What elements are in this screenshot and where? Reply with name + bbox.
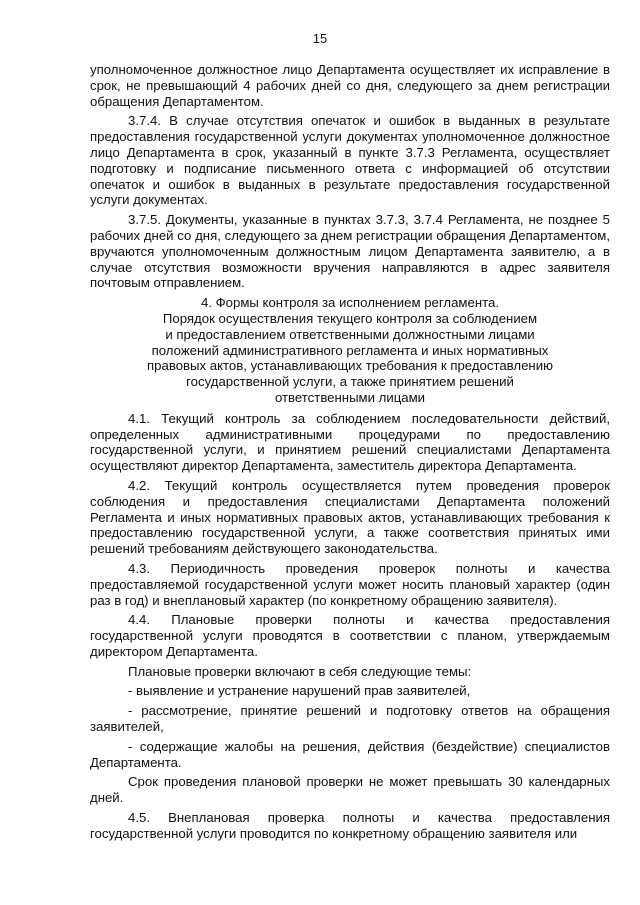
heading-line: и предоставлением ответственными должностными лицами	[165, 326, 535, 342]
list-item-topic: - рассмотрение, принятие решений и подготовку ответов на обращения заявителей,	[90, 703, 610, 735]
paragraph-topics-intro: Плановые проверки включают в себя следующие темы:	[128, 663, 472, 679]
paragraph-4-5: 4.5. Внеплановая проверка полноты и качества предоставления государственной услуги проводится по конкретному обращению заявителя или	[90, 810, 610, 841]
heading-line: государственной услуги, а также принятием решений	[186, 374, 514, 390]
paragraph-3-7-5: 3.7.5. Документы, указанные в пунктах 3.7.3, 3.7.4 Регламента, не позднее 5 рабочих дней со дня, следующего за днем регистрации обращения Департаментом, вручаются уполномоченным должностным лицом Департамента заявителю, а в случае отсутствия возможности вручения направляются в адрес заявителя почтовым отправлением.	[90, 212, 610, 291]
paragraph-check-duration: Срок проведения плановой проверки не может превышать 30 календарных дней.	[90, 774, 610, 806]
heading-line: Порядок осуществления текущего контроля за соблюдением	[162, 310, 538, 326]
paragraph-4-2: 4.2. Текущий контроль осуществляется путем проведения проверок соблюдения и предоставления специалистами Департамента положений Регламента и иных нормативных правовых актов, устанавливающих требования к предоставлению государственной услуги, а также соответствия принятых ими решений требованиям действующего законодательства.	[90, 477, 610, 557]
heading-line: 4. Формы контроля за исполнением регламента.	[200, 295, 500, 311]
paragraph-continuation: уполномоченное должностное лицо Департамента осуществляет их исправление в срок, не превышающий 4 рабочих дней со дня, следующего за днем регистрации обращения Департаментом.	[90, 62, 610, 109]
document-body	[90, 62, 610, 842]
list-item-topic: - содержащие жалобы на решения, действия (бездействие) специалистов Департамента.	[90, 738, 610, 770]
paragraph-4-1: 4.1. Текущий контроль за соблюдением последовательности действий, определенных административными процедурами по предоставлению государственной услуги, и принятием решений специалистами Департамента осуществляют директор Департамента, заместитель директора Департамента.	[90, 410, 610, 474]
heading-line: положений административного регламента и иных нормативных	[151, 342, 549, 358]
list-item-topic: - выявление и устранение нарушений прав заявителей,	[128, 683, 471, 699]
page-number: 15	[312, 31, 328, 46]
section-heading	[90, 295, 610, 406]
paragraph-4-3: 4.3. Периодичность проведения проверок полноты и качества предоставляемой государственной услуги может носить плановый характер (один раз в год) и внеплановый характер (по конкретному обращению заявителя).	[90, 560, 610, 608]
heading-line: ответственными лицами	[274, 389, 426, 405]
paragraph-3-7-4: 3.7.4. В случае отсутствия опечаток и ошибок в выданных в результате предоставления государственной услуги документах уполномоченное должностное лицо Департамента в срок, указанный в пункте 3.7.3 Регламента, осуществляет подготовку и подписание письменного ответа с информацией об отсутствии опечаток и ошибок в выданных в результате предоставления государственной услуги документах.	[90, 113, 610, 208]
paragraph-4-4: 4.4. Плановые проверки полноты и качества предоставления государственной услуги проводятся в соответствии с планом, утверждаемым директором Департамента.	[90, 612, 610, 659]
heading-line: правовых актов, устанавливающих требования к предоставлению	[147, 358, 553, 374]
